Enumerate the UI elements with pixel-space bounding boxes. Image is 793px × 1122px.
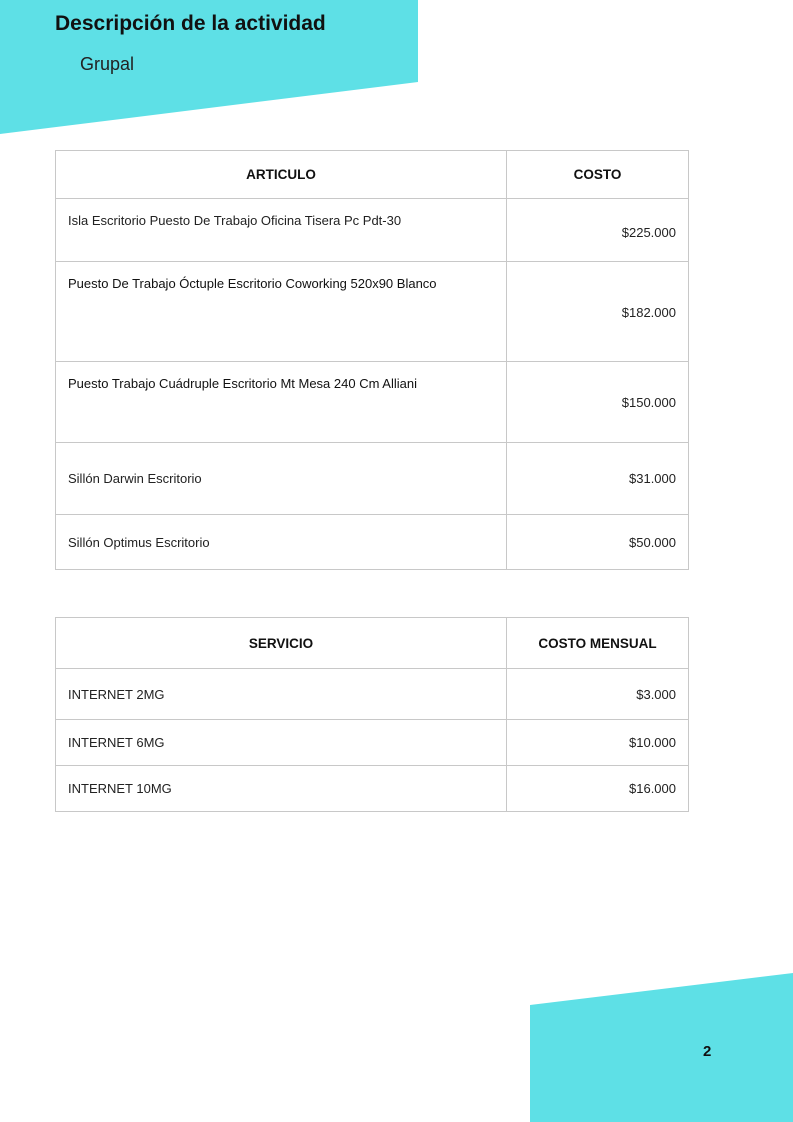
column-header-costo: COSTO xyxy=(507,151,689,199)
article-cost: $50.000 xyxy=(507,515,689,570)
service-name: INTERNET 6MG xyxy=(56,720,507,766)
page-number: 2 xyxy=(703,1043,712,1060)
table-row xyxy=(56,199,689,262)
service-cost: $3.000 xyxy=(507,669,689,720)
column-header-costo-mensual: COSTO MENSUAL xyxy=(507,618,689,669)
service-cost: $10.000 xyxy=(507,720,689,766)
article-name: Sillón Darwin Escritorio xyxy=(56,443,507,515)
table-row xyxy=(56,669,689,720)
article-name: Puesto De Trabajo Óctuple Escritorio Coworking 520x90 Blanco xyxy=(56,262,507,362)
services-table xyxy=(55,617,689,812)
service-name: INTERNET 10MG xyxy=(56,766,507,812)
page-title: Descripción de la actividad xyxy=(55,12,326,35)
article-cost: $182.000 xyxy=(507,262,689,362)
table-header-row xyxy=(56,151,689,199)
article-cost: $150.000 xyxy=(507,362,689,443)
footer-banner xyxy=(530,973,793,1122)
article-cost: $225.000 xyxy=(507,199,689,262)
table-row xyxy=(56,362,689,443)
article-name: Puesto Trabajo Cuádruple Escritorio Mt Mesa 240 Cm Alliani xyxy=(56,362,507,443)
page-subtitle: Grupal xyxy=(80,54,135,74)
article-cost: $31.000 xyxy=(507,443,689,515)
table-row xyxy=(56,720,689,766)
table-row xyxy=(56,262,689,362)
service-name: INTERNET 2MG xyxy=(56,669,507,720)
article-name: Isla Escritorio Puesto De Trabajo Oficina Tisera Pc Pdt-30 xyxy=(56,199,507,262)
service-cost: $16.000 xyxy=(507,766,689,812)
article-name: Sillón Optimus Escritorio xyxy=(56,515,507,570)
column-header-servicio: SERVICIO xyxy=(56,618,507,669)
table-row xyxy=(56,515,689,570)
table-row xyxy=(56,443,689,515)
column-header-articulo: ARTICULO xyxy=(56,151,507,199)
table-header-row xyxy=(56,618,689,669)
table-row xyxy=(56,766,689,812)
articles-table xyxy=(55,150,689,570)
